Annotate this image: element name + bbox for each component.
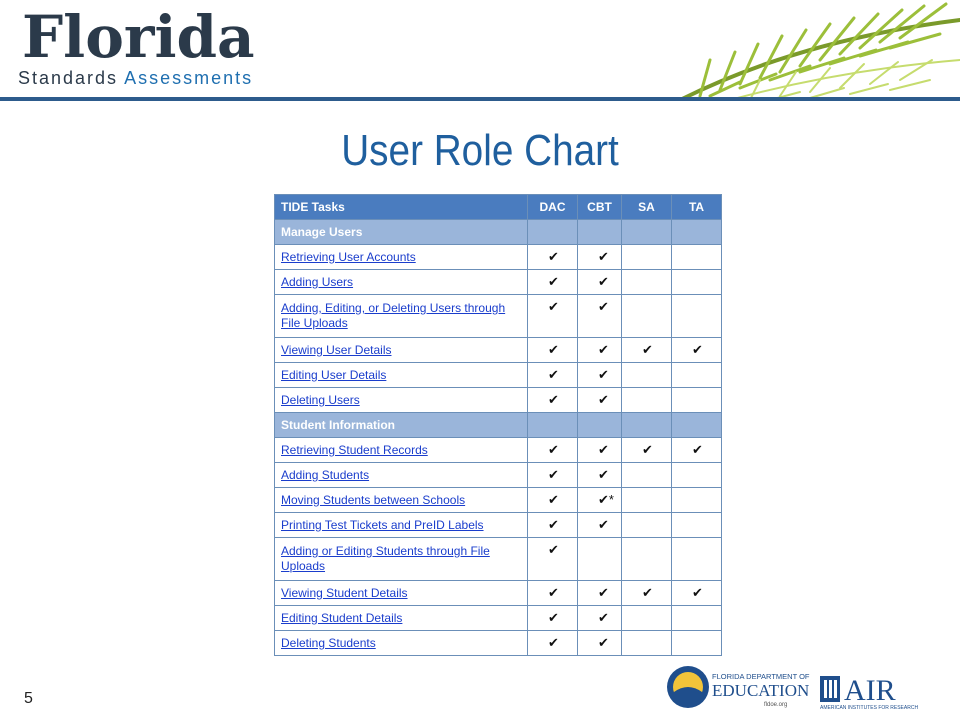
section-cell <box>528 413 578 438</box>
table-row <box>275 488 722 513</box>
check-cell-dac: ✔ <box>528 245 578 270</box>
fdoe-line1: FLORIDA DEPARTMENT OF <box>712 672 810 681</box>
table-row <box>275 245 722 270</box>
check-cell-sa: ✔ <box>622 338 672 363</box>
check-cell-ta <box>672 270 722 295</box>
table-row <box>275 438 722 463</box>
task-link[interactable]: Viewing User Details <box>281 342 392 357</box>
task-link[interactable]: Retrieving User Accounts <box>281 249 416 264</box>
check-cell-cbt: ✔ <box>578 270 622 295</box>
check-cell-ta: ✔ <box>672 438 722 463</box>
check-cell-ta <box>672 513 722 538</box>
check-cell-cbt: ✔ <box>578 513 622 538</box>
section-cell <box>622 220 672 245</box>
task-cell <box>275 270 528 295</box>
check-cell-dac: ✔ <box>528 363 578 388</box>
table-row <box>275 270 722 295</box>
check-cell-ta <box>672 463 722 488</box>
check-cell-cbt: ✔ <box>578 363 622 388</box>
palm-frond-icon <box>640 0 960 100</box>
task-cell <box>275 338 528 363</box>
table-row <box>275 463 722 488</box>
task-link[interactable]: Adding Students <box>281 467 370 482</box>
logo-subtitle <box>18 68 253 89</box>
task-cell <box>275 513 528 538</box>
check-cell-dac: ✔ <box>528 538 578 581</box>
check-cell-sa <box>622 606 672 631</box>
check-cell-sa <box>622 295 672 338</box>
section-cell <box>672 220 722 245</box>
check-cell-dac: ✔ <box>528 488 578 513</box>
task-link[interactable]: Moving Students between Schools <box>281 492 466 507</box>
table-header-row <box>275 195 722 220</box>
table-row <box>275 606 722 631</box>
check-cell-dac: ✔ <box>528 513 578 538</box>
task-cell <box>275 438 528 463</box>
task-cell <box>275 488 528 513</box>
task-link[interactable]: Adding Users <box>281 274 354 289</box>
check-cell-ta: ✔ <box>672 581 722 606</box>
col-header-sa: SA <box>622 195 672 220</box>
section-row <box>275 413 722 438</box>
task-cell <box>275 363 528 388</box>
check-cell-sa <box>622 488 672 513</box>
check-cell-ta <box>672 538 722 581</box>
air-wordmark: AIR <box>844 674 896 707</box>
slide-header <box>0 0 960 104</box>
fdoe-line3: fldoe.org <box>764 702 788 708</box>
fdoe-line2: EDUCATION <box>712 681 810 700</box>
section-cell <box>578 220 622 245</box>
task-cell <box>275 245 528 270</box>
check-cell-dac: ✔ <box>528 388 578 413</box>
air-subtitle: AMERICAN INSTITUTES FOR RESEARCH <box>820 705 919 710</box>
check-cell-cbt <box>578 538 622 581</box>
task-cell <box>275 581 528 606</box>
section-cell <box>622 413 672 438</box>
check-cell-sa: ✔ <box>622 438 672 463</box>
task-cell <box>275 538 528 581</box>
check-cell-dac: ✔ <box>528 438 578 463</box>
task-link[interactable]: Retrieving Student Records <box>281 442 428 457</box>
table-row <box>275 295 722 338</box>
logo-sub-right: Assessments <box>124 68 254 88</box>
check-cell-dac: ✔ <box>528 606 578 631</box>
check-cell-ta <box>672 631 722 656</box>
header-rule <box>0 97 960 101</box>
check-cell-cbt: ✔ <box>578 438 622 463</box>
table-row <box>275 538 722 581</box>
florida-standards-logo <box>18 3 262 92</box>
task-link[interactable]: Deleting Students <box>281 635 376 650</box>
check-cell-sa <box>622 245 672 270</box>
check-cell-dac: ✔ <box>528 463 578 488</box>
check-cell-sa <box>622 631 672 656</box>
logo-wordmark: Florida <box>22 3 255 71</box>
check-cell-sa <box>622 363 672 388</box>
check-cell-dac: ✔ <box>528 270 578 295</box>
check-cell-cbt: ✔ <box>578 631 622 656</box>
task-link[interactable]: Editing User Details <box>281 367 387 382</box>
task-cell <box>275 631 528 656</box>
check-cell-sa <box>622 270 672 295</box>
table-row <box>275 388 722 413</box>
section-cell <box>528 220 578 245</box>
check-cell-cbt: ✔ <box>578 338 622 363</box>
table-row <box>275 631 722 656</box>
check-cell-cbt: ✔ <box>578 581 622 606</box>
user-role-table <box>274 194 722 656</box>
check-cell-dac: ✔ <box>528 581 578 606</box>
section-label: Student Information <box>275 413 528 438</box>
col-header-dac: DAC <box>528 195 578 220</box>
logo-sub-left: Standards <box>18 68 119 88</box>
check-cell-sa: ✔ <box>622 581 672 606</box>
check-cell-ta <box>672 606 722 631</box>
table-row <box>275 581 722 606</box>
table-row <box>275 513 722 538</box>
check-cell-ta <box>672 245 722 270</box>
task-cell <box>275 463 528 488</box>
check-cell-dac: ✔ <box>528 295 578 338</box>
check-cell-cbt: ✔* <box>578 488 622 513</box>
table-row <box>275 338 722 363</box>
check-cell-cbt: ✔ <box>578 295 622 338</box>
check-cell-ta <box>672 295 722 338</box>
check-cell-ta: ✔ <box>672 338 722 363</box>
air-logo-icon <box>818 668 942 710</box>
check-cell-cbt: ✔ <box>578 245 622 270</box>
section-cell <box>672 413 722 438</box>
col-header-cbt: CBT <box>578 195 622 220</box>
task-cell <box>275 606 528 631</box>
task-link[interactable]: Adding, Editing, or Deleting Users through File Uploads <box>281 301 506 330</box>
task-link[interactable]: Printing Test Tickets and PreID Labels <box>281 517 484 532</box>
check-cell-sa <box>622 538 672 581</box>
task-link[interactable]: Editing Student Details <box>281 610 403 625</box>
task-link[interactable]: Viewing Student Details <box>281 585 408 600</box>
fdoe-seal-icon <box>666 664 812 710</box>
check-cell-sa <box>622 388 672 413</box>
section-row <box>275 220 722 245</box>
check-cell-dac: ✔ <box>528 338 578 363</box>
col-header-ta: TA <box>672 195 722 220</box>
table-row <box>275 363 722 388</box>
table-body <box>275 220 722 656</box>
check-cell-cbt: ✔ <box>578 388 622 413</box>
task-cell <box>275 388 528 413</box>
section-cell <box>578 413 622 438</box>
check-cell-dac: ✔ <box>528 631 578 656</box>
col-header-tide-tasks: TIDE Tasks <box>275 195 528 220</box>
task-link[interactable]: Adding or Editing Students through File Uploads <box>281 544 490 573</box>
task-cell <box>275 295 528 338</box>
slide-title: User Role Chart <box>341 126 619 175</box>
task-link[interactable]: Deleting Users <box>281 392 360 407</box>
section-label: Manage Users <box>275 220 528 245</box>
page-number: 5 <box>24 690 33 707</box>
check-cell-sa <box>622 513 672 538</box>
check-cell-cbt: ✔ <box>578 463 622 488</box>
check-cell-cbt: ✔ <box>578 606 622 631</box>
check-cell-ta <box>672 488 722 513</box>
check-cell-ta <box>672 388 722 413</box>
check-cell-ta <box>672 363 722 388</box>
check-cell-sa <box>622 463 672 488</box>
